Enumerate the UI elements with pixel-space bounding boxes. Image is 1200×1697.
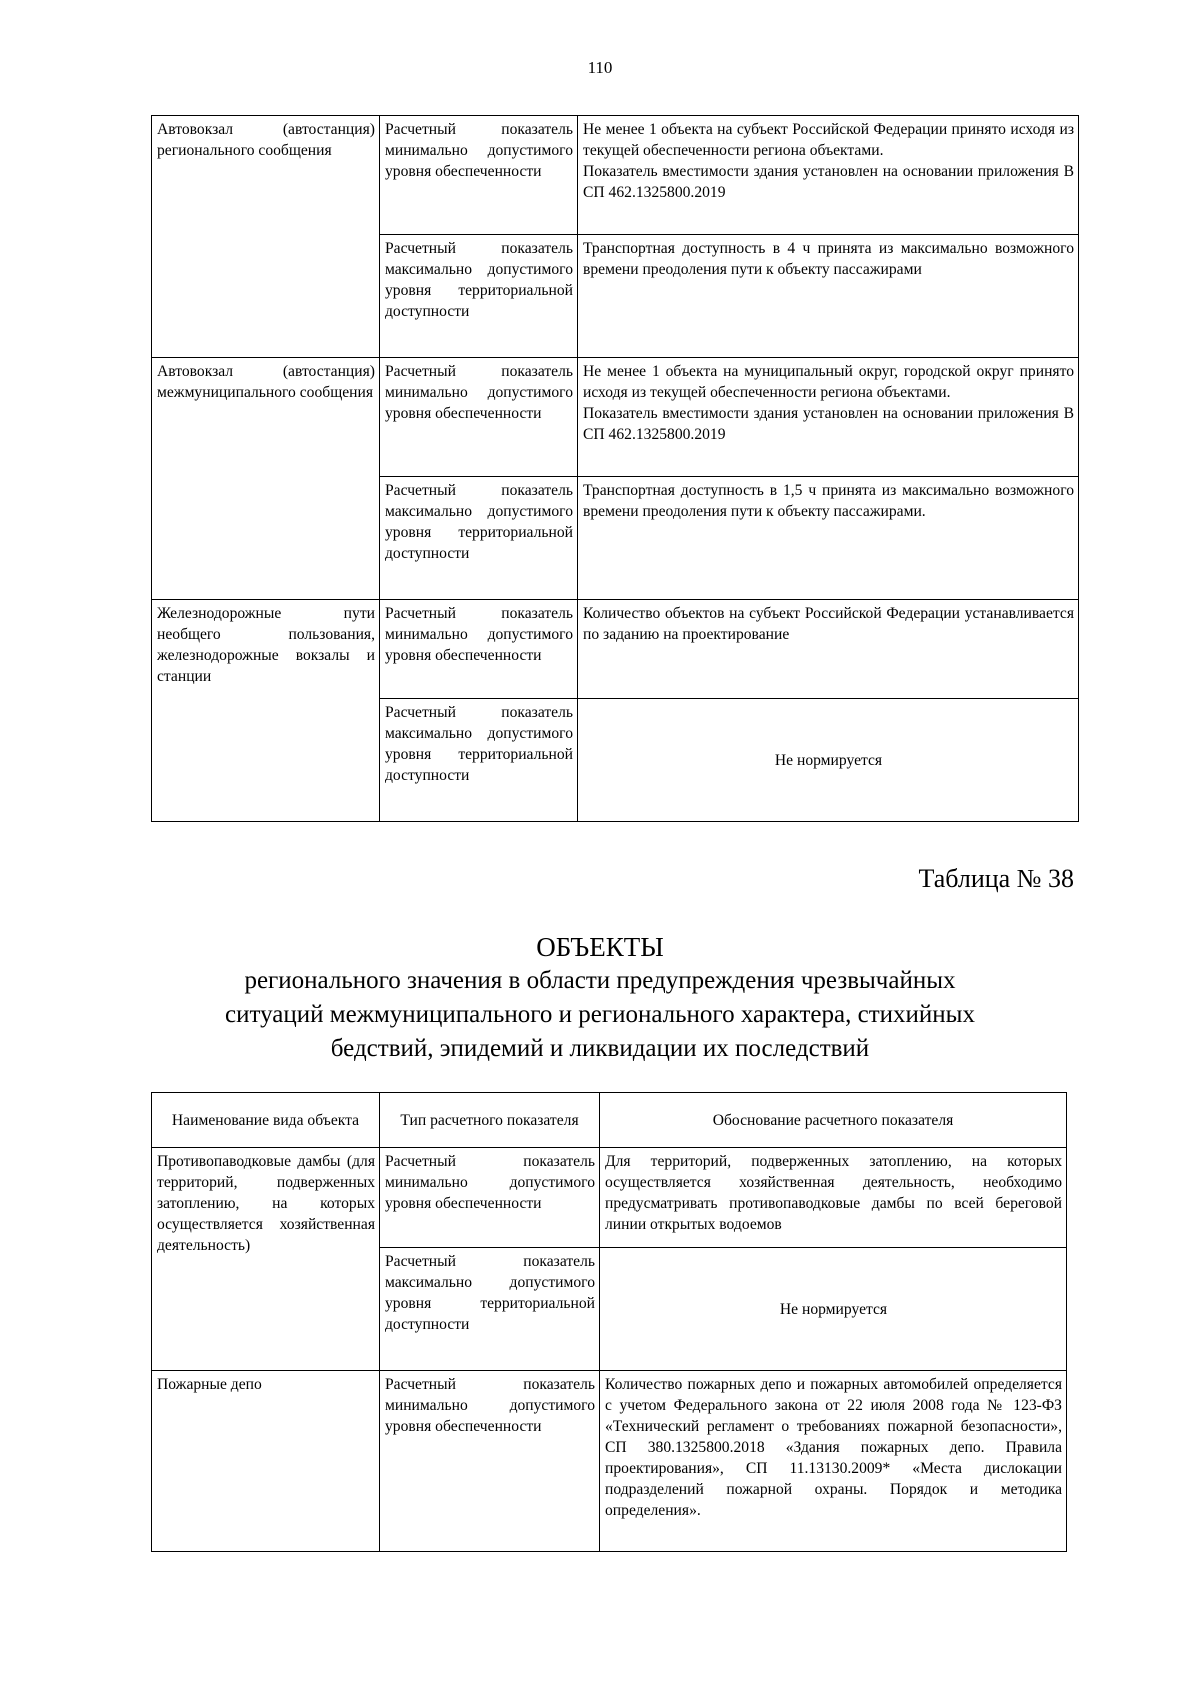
heading-subtitle-line: ситуаций межмуниципального и регионального характера, стихийных bbox=[225, 1001, 975, 1028]
indicator-type-cell: Расчетный показатель максимально допустимого уровня территориальной доступности bbox=[380, 235, 578, 358]
table-row bbox=[152, 600, 1079, 699]
section-heading bbox=[0, 930, 1200, 1066]
indicator-type-cell: Расчетный показатель минимально допустимого уровня обеспеченности bbox=[380, 1148, 600, 1248]
justification-text: Показатель вместимости здания установлен на основании приложения В СП 462.1325800.2019 bbox=[583, 405, 1074, 443]
object-name-cell: Железнодорожные пути необщего пользования, железнодорожные вокзалы и станции bbox=[152, 600, 380, 822]
page-number: 110 bbox=[587, 58, 613, 77]
justification-cell: Количество пожарных депо и пожарных автомобилей определяется с учетом Федерального закона от 22 июля 2008 года № 123-ФЗ «Технический регламент о требованиях пожарной безопасности», СП 380.1325800.2018 «Здания пожарных депо. Правила проектирования», СП 11.13130.2009* «Места дислокации подразделений пожарной охраны. Порядок и методика определения». bbox=[600, 1371, 1067, 1552]
heading-subtitle-line: регионального значения в области предупреждения чрезвычайных bbox=[244, 967, 956, 994]
justification-cell bbox=[578, 235, 1079, 358]
heading-title: ОБЪЕКТЫ bbox=[536, 932, 664, 962]
justification-cell: Не нормируется bbox=[600, 1248, 1067, 1371]
table-caption: Таблица № 38 bbox=[918, 864, 1074, 893]
justification-text: Не менее 1 объекта на субъект Российской Федерации принято исходя из текущей обеспеченности региона объектами. bbox=[583, 121, 1074, 159]
justification-cell bbox=[578, 600, 1079, 699]
table-row bbox=[152, 1371, 1067, 1552]
indicator-type-cell: Расчетный показатель максимально допустимого уровня территориальной доступности bbox=[380, 699, 578, 822]
justification-cell bbox=[578, 116, 1079, 235]
transport-objects-table bbox=[151, 115, 1079, 822]
indicator-type-cell: Расчетный показатель минимально допустимого уровня обеспеченности bbox=[380, 600, 578, 699]
justification-cell: Для территорий, подверженных затоплению, на которых осуществляется хозяйственная деятельность, необходимо предусматривать противопаводковые дамбы по всей береговой линии открытых водоемов bbox=[600, 1148, 1067, 1248]
indicator-type-cell: Расчетный показатель минимально допустимого уровня обеспеченности bbox=[380, 358, 578, 477]
object-name-cell: Автовокзал (автостанция) межмуниципального сообщения bbox=[152, 358, 380, 600]
justification-text: Не менее 1 объекта на муниципальный округ, городской округ принято исходя из текущей обеспеченности региона объектами. bbox=[583, 363, 1074, 401]
emergency-objects-table bbox=[151, 1092, 1067, 1552]
indicator-type-cell: Расчетный показатель максимально допустимого уровня территориальной доступности bbox=[380, 477, 578, 600]
table-row bbox=[152, 358, 1079, 477]
column-header: Обоснование расчетного показателя bbox=[600, 1093, 1067, 1148]
justification-text: Транспортная доступность в 4 ч принята из максимально возможного времени преодоления пути к объекту пассажирами bbox=[583, 240, 1074, 278]
justification-text: Количество объектов на субъект Российской Федерации устанавливается по заданию на проектирование bbox=[583, 605, 1074, 643]
indicator-type-cell: Расчетный показатель минимально допустимого уровня обеспеченности bbox=[380, 1371, 600, 1552]
heading-subtitle-line: бедствий, эпидемий и ликвидации их последствий bbox=[330, 1035, 870, 1062]
object-name-cell: Противопаводковые дамбы (для территорий, подверженных затоплению, на которых осуществляется хозяйственная деятельность) bbox=[152, 1148, 380, 1371]
table-header-row bbox=[152, 1093, 1067, 1148]
indicator-type-cell: Расчетный показатель минимально допустимого уровня обеспеченности bbox=[380, 116, 578, 235]
column-header: Тип расчетного показателя bbox=[380, 1093, 600, 1148]
object-name-cell: Пожарные депо bbox=[152, 1371, 380, 1552]
table-row bbox=[152, 1148, 1067, 1248]
justification-text: Транспортная доступность в 1,5 ч принята из максимально возможного времени преодоления пути к объекту пассажирами. bbox=[583, 482, 1074, 520]
justification-cell bbox=[578, 477, 1079, 600]
justification-cell bbox=[578, 699, 1079, 822]
justification-cell bbox=[578, 358, 1079, 477]
justification-text: Не нормируется bbox=[774, 752, 883, 769]
indicator-type-cell: Расчетный показатель максимально допустимого уровня территориальной доступности bbox=[380, 1248, 600, 1371]
table-row bbox=[152, 116, 1079, 235]
column-header: Наименование вида объекта bbox=[152, 1093, 380, 1148]
justification-text: Показатель вместимости здания установлен на основании приложения В СП 462.1325800.2019 bbox=[583, 163, 1074, 201]
object-name-cell: Автовокзал (автостанция) регионального сообщения bbox=[152, 116, 380, 358]
